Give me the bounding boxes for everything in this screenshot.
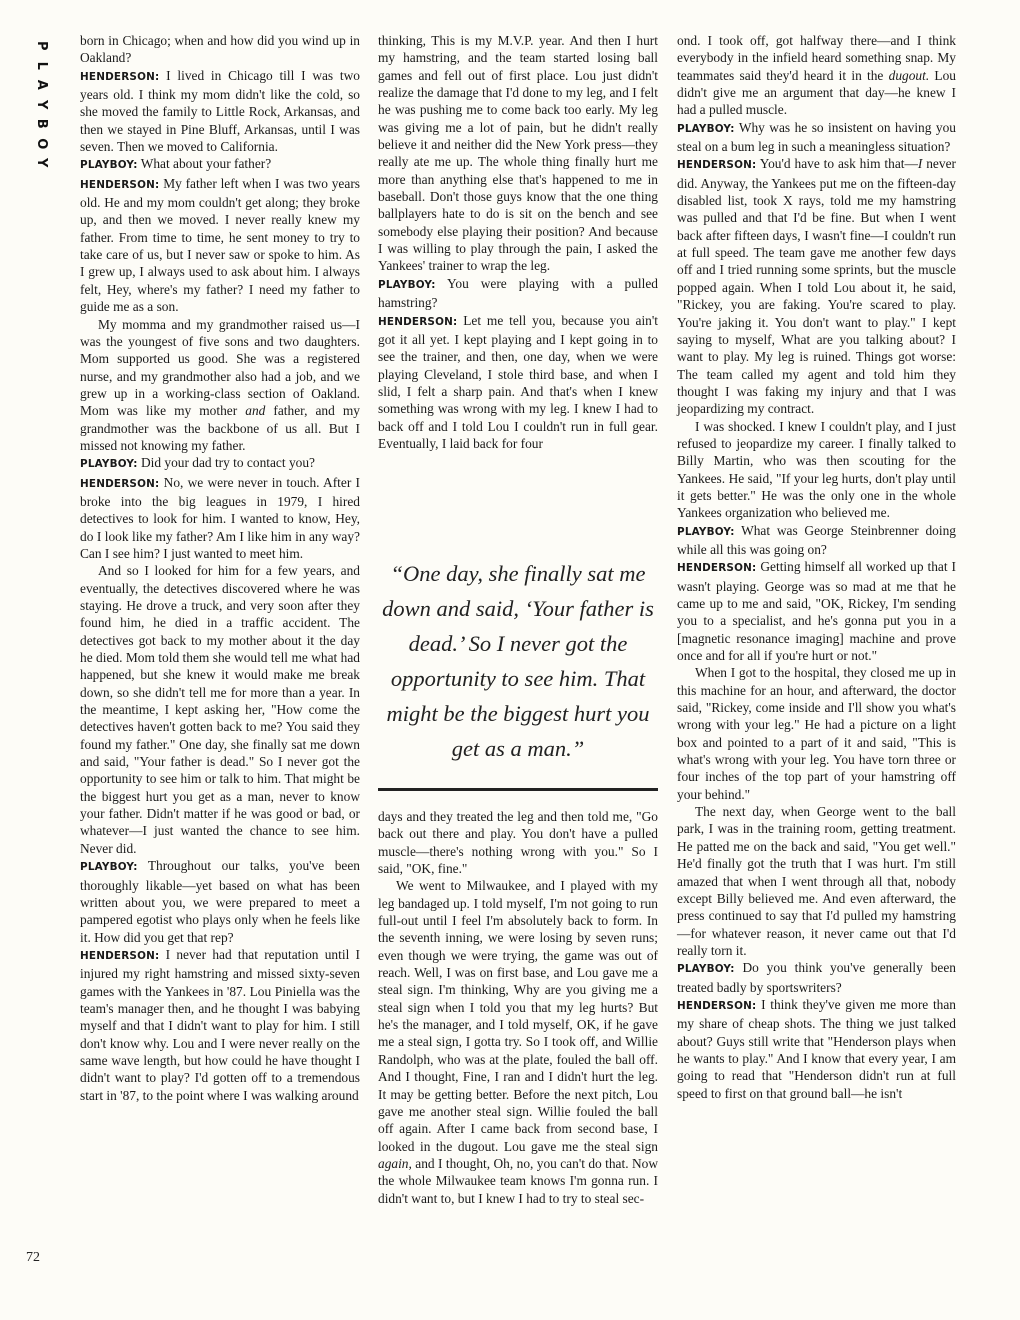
paragraph	[677, 418, 956, 522]
paragraph-text: and I thought, Oh, no, you can't do that. Now the whole Milwaukee team knows I'm gonna run. I didn't want to, but I knew I had to try to steal sec-	[378, 1155, 658, 1206]
article-column-2-bottom	[378, 808, 658, 1207]
paragraph-text: ond. I took off, got halfway there—and I think everybody in the infield heard something snap. My teammates said they'd heard it in the	[677, 33, 956, 83]
paragraph-text: You'd have to ask him that—	[759, 156, 918, 172]
paragraph	[677, 996, 956, 1102]
paragraph-text: father, and my grandmother was the backbone of us all. But I missed not knowing my father.	[80, 403, 360, 453]
paragraph	[677, 119, 956, 156]
paragraph-text: I lived in Chicago till I was two years old. I think my mom didn't like the cold, so she moved the family to Little Rock, Arkansas, and then we stayed in Pine Bluff, Arkansas, until I was seven. Then we moved to California.	[80, 67, 360, 155]
paragraph	[378, 275, 658, 312]
emphasis-text: and	[245, 403, 266, 419]
paragraph-text: You were playing with a pulled hamstring?	[378, 275, 658, 311]
magazine-letter: O	[33, 137, 49, 149]
speaker-label: HENDERSON:	[80, 477, 160, 490]
paragraph	[677, 522, 956, 559]
paragraph-text: And so I looked for him for a few years, and eventually, the detectives discovered where he was staying. He drove a truck, and very soon after they found him, he died in a traffic accident. The detectives got back to my mother about it the day he died. Mom told them she would tell me what had happened, but she knew it would make me break down, so she didn't tell me for more than a year. In the meantime, I kept asking her, "How come the detectives haven't gotten back to me? You said they found my father." One day, she finally sat me down and said, "Your father is dead." So I never got the opportunity to see him or talk to him. That might be the biggest hurt you get as a man, never to know your father. Didn't matter if he was good or bad, or whatever—I just wanted the chance to see him. Never did.	[80, 563, 360, 856]
paragraph	[80, 155, 360, 174]
paragraph	[378, 32, 658, 275]
magazine-letter: A	[33, 79, 49, 90]
article-column-3	[677, 32, 956, 1102]
emphasis-text: dugout.	[888, 67, 930, 83]
speaker-label: PLAYBOY:	[80, 861, 138, 874]
paragraph-text: Throughout our talks, you've been thoroughly likable—yet based on what has been written about you, we were prepared to meet a pampered egotist who plays only when he feels like it. How did you get that rep?	[80, 858, 360, 945]
paragraph-text: We went to Milwaukee, and I played with my leg bandaged up. I told myself, I'm not going to run full-out until I feel I'm absolutely back to form. In the seventh inning, we were losing by seven runs; even though we were trying, the game was out of reach. Well, I was on first base, and Lou gave me a steal sign. I'm thinking, Why are you giving me a steal sign when I told you that my leg hurts? But he's the manager, and I told myself, OK, if he gave me a steal sign, I gotta try. So I took off, and Willie Randolph, who was at the plate, fouled the ball off. And I thought, Fine, I ran and I didn't hurt the leg. It may be getting better. Before the next pitch, Lou gave me another steal sign. Willie fouled the ball off again. After I came back from second base, I looked in the dugout. Lou gave me the steal sign	[378, 878, 658, 1154]
speaker-label: PLAYBOY:	[80, 458, 138, 471]
speaker-label: PLAYBOY:	[677, 963, 735, 976]
article-column-1	[80, 32, 360, 1104]
paragraph-text: Why was he so insistent on having you steal on a bum leg in such a meaningless situation?	[677, 119, 956, 155]
speaker-label: HENDERSON:	[677, 999, 757, 1012]
magazine-letter: P	[33, 40, 49, 51]
paragraph-text: The next day, when George went to the ball park, I was in the training room, getting treatment. He patted me on the back and said, "You get well." He'd finally got the truth that I was hurt. I'm still amazed that when I went through all that, nobody except Billy believed me. And even afterward, the press continued to say that I'd pulled my hamstring—for whatever reason, it never came out that I'd really torn it.	[677, 804, 956, 958]
speaker-label: PLAYBOY:	[80, 159, 138, 172]
speaker-label: HENDERSON:	[80, 178, 160, 191]
paragraph-text: I never had that reputation until I injured my right hamstring and missed sixty-seven games with the Yankees in '87. Lou Piniella was the team's manager then, and he thought I was babying myself and that I didn't want to play for him. I still don't know why. Lou and I were never really on the same wave length, but how could he have thought I didn't want to play? I'd gotten off to a tremendous start in '87, to the point where I was walking around	[80, 946, 360, 1103]
paragraph	[80, 175, 360, 316]
paragraph	[80, 32, 360, 67]
pull-quote-text: “One day, she finally sat me down and said, ‘Your father is dead.’ So I never got the opportunity to see him. That might be the biggest hurt you get as a man.”	[382, 561, 654, 761]
paragraph	[378, 808, 658, 877]
paragraph-text: What about your father?	[140, 156, 272, 172]
paragraph	[677, 32, 956, 119]
speaker-label: HENDERSON:	[677, 159, 757, 172]
speaker-label: PLAYBOY:	[677, 122, 735, 135]
paragraph	[80, 67, 360, 156]
paragraph	[378, 877, 658, 1207]
paragraph	[80, 562, 360, 857]
paragraph-text: I was shocked. I knew I couldn't play, and I just refused to jeopardize my career. I finally talked to Billy Martin, who was then scouting for the Yankees. He said, "If your leg hurts, don't play until it gets better." He was the only one in the whole Yankees organization who believed me.	[677, 418, 956, 521]
speaker-label: HENDERSON:	[80, 949, 160, 962]
speaker-label: PLAYBOY:	[677, 525, 735, 538]
paragraph-text: My momma and my grandmother raised us—I was the youngest of five sons and two daughters. Mom supported us good. She was a registered nurse, and my grandmother also had a job, and we grew up in a working-class section of Oakland. Mom was like my mother	[80, 316, 360, 419]
emphasis-text: I	[917, 156, 923, 172]
paragraph-text: No, we were never in touch. After I broke into the big leagues in 1979, I hired detectives to look for him. I wanted to know, Hey, do I look like my father? Am I like him in any way? Can I see him? I just wanted to meet him.	[80, 474, 360, 561]
paragraph-text: Did your dad try to contact you?	[140, 455, 315, 471]
magazine-letter: Y	[33, 99, 49, 109]
paragraph	[677, 803, 956, 959]
paragraph-text: Getting himself all worked up that I wasn't playing. George was so mad at me that he came up to me and said, "OK, Rickey, I'm sending you to a specialist, and he's gonna put you in a [magnetic resonance imaging] machine and prove once and for all if you're hurt or not."	[677, 559, 957, 664]
magazine-letter: Y	[33, 158, 49, 168]
paragraph	[80, 474, 360, 563]
paragraph-text: What was George Steinbrenner doing while all this was going on?	[677, 522, 956, 557]
pull-quote	[378, 528, 658, 791]
paragraph	[80, 316, 360, 455]
paragraph-text: never did. Anyway, the Yankees put me on the fifteen-day disabled list, took X rays, told me my hamstring was pulled and that I'd be fine. But when I went back after fifteen days, I wasn't fine—I couldn't run at full speed. The team gave me another few days off and I tried running some sprints, but the muscle popped again. When I told Lou about it, he said, "Rickey, you are faking. You're scared to play. You're jaking it. You don't want to play." I kept saying to myself, What are you talking about? I want to play. My leg is ruined. Things got worse: The team called my agent and told him they thought I was faking my injury and that I was jeopardizing my contract.	[677, 156, 956, 417]
paragraph-text: I think they've given me more than my share of cheap shots. The thing we just talked about? Guys still write that "Henderson plays when he wants to play." And I know that every year, I am going to read that "Henderson didn't run at full speed to first on that ground ball—he isn't	[677, 996, 956, 1101]
paragraph	[80, 857, 360, 946]
speaker-label: HENDERSON:	[80, 70, 160, 83]
paragraph	[677, 155, 956, 417]
paragraph-text: My father left when I was two years old. He and my mom couldn't get along; they broke up, and then we moved. I never really knew my father. From time to time, he sent money to try to take care of us, but I never saw or spoke to him. As I grew up, I always used to ask about him. I always felt, Hey, where's my father? I need my father to guide me as a son.	[80, 175, 360, 315]
magazine-title-vertical	[26, 36, 56, 173]
paragraph-text: Do you think you've generally been treated badly by sportswriters?	[677, 960, 956, 995]
emphasis-text: again,	[378, 1155, 412, 1171]
paragraph-text: born in Chicago; when and how did you wind up in Oakland?	[80, 33, 360, 66]
speaker-label: PLAYBOY:	[378, 278, 436, 291]
paragraph	[80, 946, 360, 1104]
paragraph-text: When I got to the hospital, they closed me up in this machine for an hour, and afterward, the doctor said, "Rickey, come inside and I'll show you what's wrong with your leg." He had a picture on a light box and pointed to a part of it and said, "This is what's wrong with your leg. You have torn three or four inches of the top part of your hamstring off your behind."	[677, 665, 956, 802]
paragraph	[677, 664, 956, 803]
paragraph-text: thinking, This is my M.V.P. year. And then I hurt my hamstring, and the team started losing ball games and fell out of first place. Lou just didn't realize the damage that I'd done to my leg, and I felt he was pushing me to come back too early. My leg was giving me a lot of pain, but he didn't really believe it and neither did the New York press—they really ate me up. The whole thing finally hurt me more than anything else that's happened to me in baseball. Don't those guys know that the one thing ballplayers hate to do is sit on the bench and see somebody else playing their position? And because I was willing to play through the pain, I asked the Yankees' trainer to wrap the leg.	[378, 33, 658, 274]
article-column-2-top	[378, 32, 658, 452]
speaker-label: HENDERSON:	[378, 315, 458, 328]
paragraph-text: Lou didn't give me an argument that day—he knew I had a pulled muscle.	[677, 67, 956, 118]
paragraph	[677, 558, 956, 664]
paragraph-text: days and they treated the leg and then told me, "Go back out there and play. You don't have a pulled muscle—there's nothing wrong with you." So I said, "OK, fine."	[378, 809, 658, 877]
speaker-label: HENDERSON:	[677, 562, 757, 575]
page-number: 72	[26, 1250, 40, 1265]
magazine-letter: B	[33, 118, 49, 129]
paragraph	[378, 312, 658, 453]
paragraph	[677, 959, 956, 996]
magazine-letter: L	[33, 61, 49, 70]
paragraph	[80, 454, 360, 473]
paragraph-text: Let me tell you, because you ain't got it all yet. I kept playing and I kept going in to see the trainer, and then, one day, when we were playing Cleveland, I stole third base, and when I slid, I felt a sharp pain. And that's when I knew something was wrong with my leg. I knew I had to back off and I told Lou I couldn't run in full gear. Eventually, I laid back for four	[378, 312, 658, 451]
